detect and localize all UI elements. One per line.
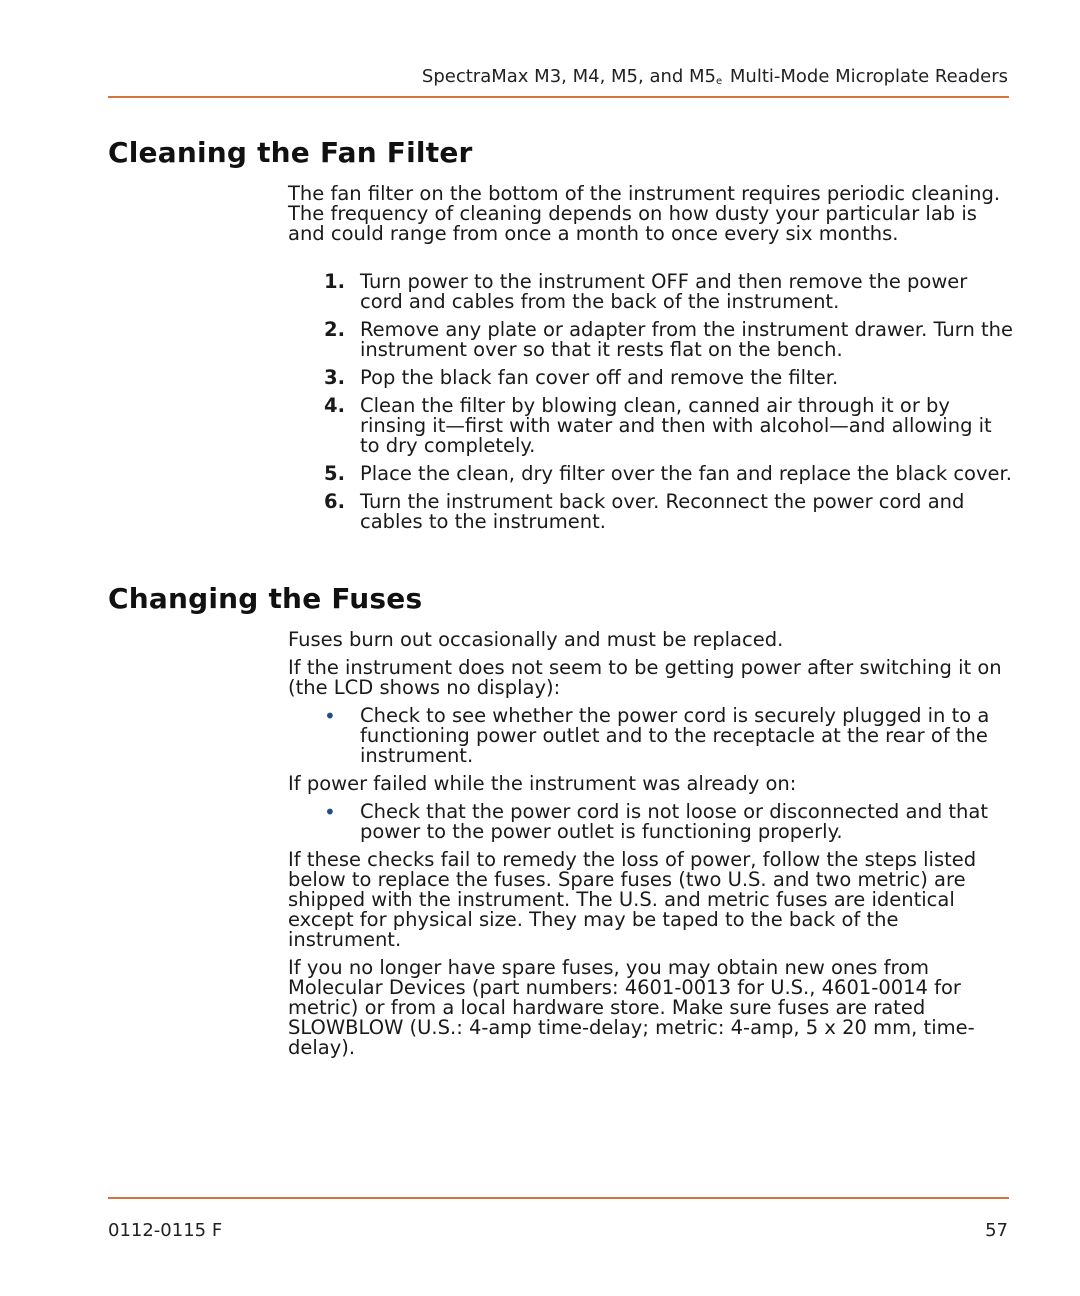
header-title-sup: e (716, 76, 723, 87)
fuses-paragraph-2: If the instrument does not seem to be getting power after switching it on (the LCD shows no display): (288, 656, 1002, 699)
header-title-post: Multi-Mode Microplate Readers (724, 66, 1008, 87)
footer-rule (108, 1197, 1009, 1199)
document-number: 0112-0115 F (108, 1220, 223, 1241)
list-item (288, 706, 1013, 766)
step-text: Turn the instrument back over. Reconnect the power cord and cables to the instrument. (360, 490, 965, 533)
step-number: 5. (324, 462, 345, 485)
fan-filter-intro (288, 184, 1013, 244)
bullet-icon: • (324, 800, 336, 824)
bullet-text: Check to see whether the power cord is securely plugged in to a functioning power outlet and to the receptacle at the rear of the instrument. (360, 704, 990, 767)
step-number: 1. (324, 270, 345, 293)
list-item (288, 320, 1013, 360)
fuses-paragraph-3: If power failed while the instrument was already on: (288, 772, 797, 795)
fuses-paragraph-4: If these checks fail to remedy the loss of power, follow the steps listed below to replace the fuses. Spare fuses (two U.S. and two metric) are shipped with the instrument. The U.S. and metric fuses are identical except for physical size. They may be taped to the back of the instrument. (288, 848, 977, 951)
fuses-paragraph-5: If you no longer have spare fuses, you may obtain new ones from Molecular Devices (part numbers: 4601-0013 for U.S., 4601-0014 for metric) or from a local hardware store. Make sure fuses are rated SLOWBLOW (U.S.: 4-amp time-delay; metric: 4-amp, 5 x 20 mm, time-delay). (288, 956, 975, 1059)
step-text: Clean the filter by blowing clean, canned air through it or by rinsing it—first with water and then with alcohol—and allowing it to dry completely. (360, 394, 992, 457)
section-heading-fan-filter: Cleaning the Fan Filter (108, 136, 473, 169)
list-item (288, 396, 1013, 456)
step-number: 3. (324, 366, 345, 389)
fan-filter-intro-text: The fan filter on the bottom of the instrument requires periodic cleaning. The frequency of cleaning depends on how dusty your particular lab is and could range from once a month to once every six months. (288, 182, 1001, 245)
fan-filter-steps (288, 272, 1013, 532)
step-text: Place the clean, dry filter over the fan and replace the black cover. (360, 462, 1012, 485)
running-header (422, 66, 1008, 87)
fuses-content (288, 630, 1013, 1058)
list-item (288, 464, 1013, 484)
bullet-text: Check that the power cord is not loose or disconnected and that power to the power outlet is functioning properly. (360, 800, 988, 843)
list-item (288, 272, 1013, 312)
list-item (288, 802, 1013, 842)
list-item (288, 492, 1013, 532)
section-heading-fuses: Changing the Fuses (108, 582, 423, 615)
step-number: 2. (324, 318, 345, 341)
header-title-pre: SpectraMax M3, M4, M5, and M5 (421, 66, 717, 87)
step-text: Turn power to the instrument OFF and then remove the power cord and cables from the back of the instrument. (360, 270, 968, 313)
step-number: 4. (324, 394, 345, 417)
bullet-icon: • (324, 704, 336, 728)
list-item (288, 368, 1013, 388)
fuses-paragraph-1: Fuses burn out occasionally and must be replaced. (288, 628, 784, 651)
step-number: 6. (324, 490, 345, 513)
header-rule (108, 96, 1009, 98)
page-number: 57 (985, 1220, 1008, 1241)
step-text: Pop the black fan cover off and remove the filter. (360, 366, 839, 389)
step-text: Remove any plate or adapter from the instrument drawer. Turn the instrument over so that it rests flat on the bench. (360, 318, 1014, 361)
